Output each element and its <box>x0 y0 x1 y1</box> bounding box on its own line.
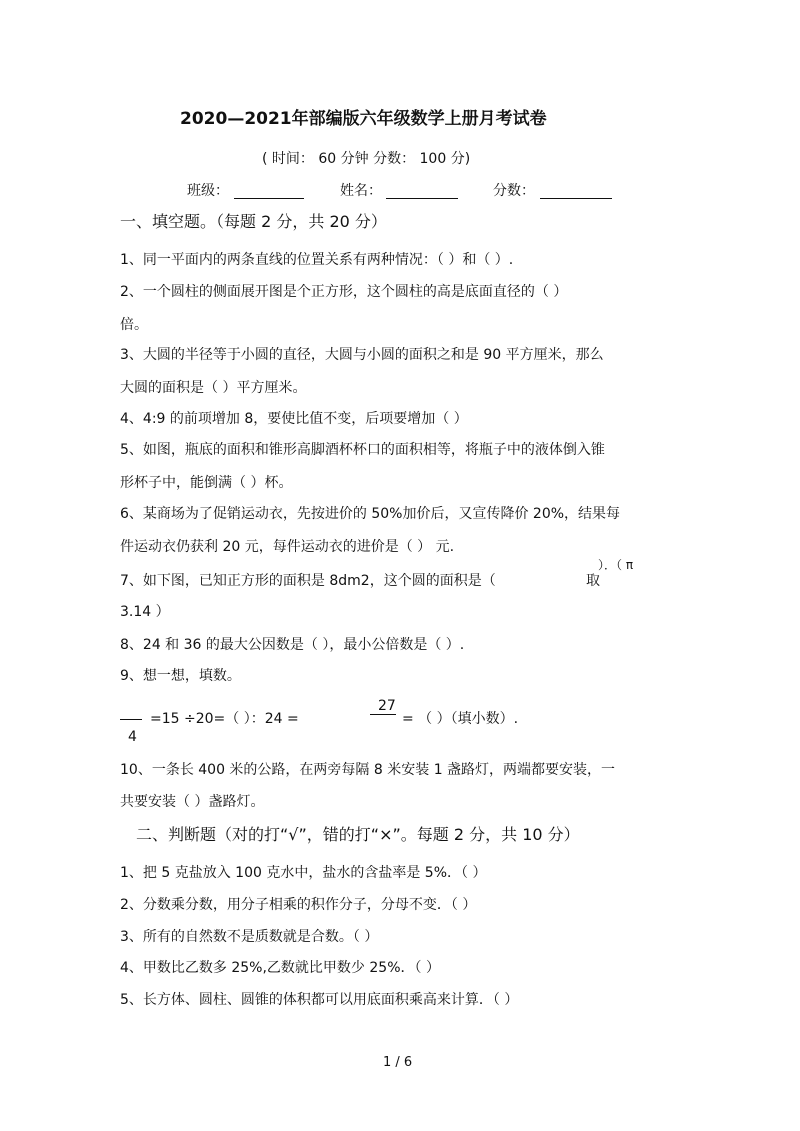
fraction-denominator: 4 <box>128 729 137 745</box>
section-2-heading: 二、判断题（对的打“√”，错的打“×”。每题 2 分，共 10 分） <box>136 825 580 844</box>
question-1-7a: 7、如下图，已知正方形的面积是 8dm2，这个圆的面积是（ <box>120 573 496 589</box>
question-1-6a: 6、某商场为了促销运动衣，先按进价的 50%加价后，又宣传降价 20%，结果每 <box>120 506 621 522</box>
section-1-heading: 一、填空题。（每题 2 分，共 20 分） <box>120 212 387 231</box>
question-1-3b: 大圆的面积是（ ）平方厘米。 <box>120 380 307 396</box>
question-2-5: 5、长方体、圆柱、圆锥的体积都可以用底面积乘高来计算．（ ） <box>120 992 519 1008</box>
exam-subtitle: ( 时间： 60 分钟 分数： 100 分) <box>262 151 471 167</box>
name-label: 姓名： <box>340 183 382 199</box>
question-1-2a: 2、一个圆柱的侧面展开图是个正方形，这个圆柱的高是底面直径的（ ） <box>120 284 568 300</box>
question-1-5a: 5、如图，瓶底的面积和锥形高脚酒杯杯口的面积相等，将瓶子中的液体倒入锥 <box>120 442 605 458</box>
fraction-line-right <box>370 714 396 715</box>
question-1-2b: 倍。 <box>120 317 148 333</box>
fraction-numerator: 27 <box>378 698 396 714</box>
question-1-10b: 共要安装（ ）盏路灯。 <box>120 794 265 810</box>
name-blank <box>386 186 458 199</box>
question-2-4: 4、甲数比乙数多 25%,乙数就比甲数少 25%．（ ） <box>120 960 440 976</box>
question-1-9-equation: =15 ÷20=（ ）：24 = <box>150 711 299 727</box>
question-1-7-top: ）．（ π <box>598 558 634 572</box>
class-blank <box>234 186 304 199</box>
score-label: 分数： <box>493 183 535 199</box>
question-1-9: 9、想一想，填数。 <box>120 668 241 684</box>
page-number: 1 / 6 <box>383 1055 413 1070</box>
question-1-10a: 10、一条长 400 米的公路，在两旁每隔 8 米安装 1 盏路灯，两端都要安装，一 <box>120 762 616 778</box>
question-1-5b: 形杯子中，能倒满（ ）杯。 <box>120 475 293 491</box>
question-1-6b: 件运动衣仍获利 20 元，每件运动衣的进价是（ ） 元. <box>120 539 455 555</box>
score-blank <box>540 186 612 199</box>
question-1-3a: 3、大圆的半径等于小圆的直径，大圆与小圆的面积之和是 90 平方厘米，那么 <box>120 347 604 363</box>
question-1-1: 1、同一平面内的两条直线的位置关系有两种情况：（ ）和（ ）. <box>120 252 514 268</box>
question-1-8: 8、24 和 36 的最大公因数是（ ），最小公倍数是（ ）. <box>120 637 465 653</box>
question-2-2: 2、分数乘分数，用分子相乘的积作分子，分母不变．（ ） <box>120 897 477 913</box>
question-2-3: 3、所有的自然数不是质数就是合数。（ ） <box>120 929 379 945</box>
question-1-4: 4、4:9 的前项增加 8，要使比值不变，后项要增加（ ） <box>120 411 468 427</box>
fraction-line-left <box>120 719 142 720</box>
question-1-9-after: = （ ）（填小数）. <box>402 711 519 727</box>
class-label: 班级： <box>187 183 229 199</box>
question-2-1: 1、把 5 克盐放入 100 克水中，盐水的含盐率是 5%．（ ） <box>120 865 487 881</box>
question-1-7-take: 取 <box>586 573 600 589</box>
question-1-7b: 3.14 ） <box>120 604 170 620</box>
exam-title: 2020—2021年部编版六年级数学上册月考试卷 <box>180 109 547 129</box>
